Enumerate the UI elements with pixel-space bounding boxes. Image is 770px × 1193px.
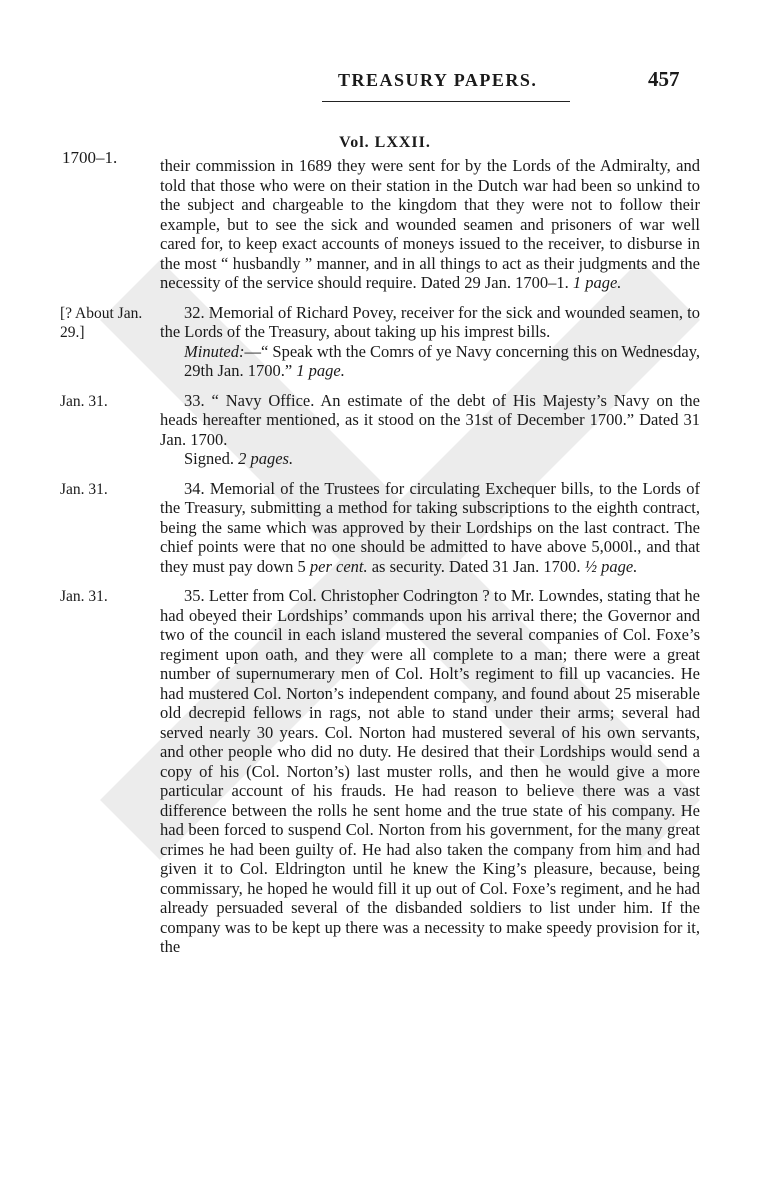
entry-34 [60, 479, 710, 577]
header-rule [322, 101, 570, 102]
minuted-text: —“ Speak wth the Comrs of ye Navy concerning this on Wednesday, 29th Jan. 1700.” [184, 341, 701, 380]
entry-text: their commission in 1689 they were sent for by the Lords of the Admiralty, and told that those who were on their station in the Dutch war had been so unkind to the subject and chargeable to the kingdom that they were not to follow their example, but to see the sick and wounded seamen and prisoners of war well cared for, to keep exact accounts of moneys issued to the receiver, to disburse in the most “ husbandly ” manner, and in all things to act as their judgments and the necessity of the service should require. Dated 29 Jan. 1700–1. [160, 156, 700, 292]
entry-pages: 1 page. [572, 273, 622, 292]
entry-35 [60, 586, 710, 957]
volume-heading: Vol. LXXII. [339, 134, 431, 151]
entry-text: 33. “ Navy Office. An estimate of the debt of His Majesty’s Navy on the heads hereafter mentioned, as it stood on the 31st of December 1700.” Dated 31 Jan. 1700. [160, 390, 700, 449]
entry-date [60, 156, 160, 293]
entry-date: Jan. 31. [60, 588, 108, 605]
running-title: TREASURY PAPERS. [338, 70, 538, 90]
entry-body [160, 479, 700, 577]
entry-body [160, 391, 700, 469]
entry-text: 35. Letter from Col. Christopher Codrington ? to Mr. Lowndes, stating that he had obeyed their Lordships’ commands upon his arrival there; the Governor and two of the council in each island mustered the several companies of Col. Foxe’s regiment upon oath, and they were all complete to a man; there were a great number of supernumerary men of Col. Holt’s regiment to fill up vacancies. He had mustered Col. Norton’s independent company, and found about 25 miserable old decrepid fellows in rags, not able to stand under their arms; several had served nearly 30 years. Col. Norton had mustered several of his own servants, and other people who did no duty. He desired that their Lordships would send a copy of his (Col. Norton’s) last muster rolls, and then he would give a more particular account of his frauds. He had reason to believe there was a vast difference between the rolls he sent home and the true state of his company. He had been forced to suspend Col. Norton from his government, for the many great crimes he had been guilty of. He had also taken the company from him and had given it to Col. Eldrington until he knew the King’s pleasure, because, being commissary, he hoped he would fill it up out of Col. Foxe’s regiment, and he had already persuaded several of the disbanded soldiers to list under him. If the company was to be kept up there was a necessity to make speedy provision for it, the [160, 586, 700, 956]
document-body [60, 156, 710, 967]
signed-label: Signed. [184, 449, 234, 468]
entry-date: [? About Jan. 29.] [60, 304, 143, 341]
entry-pages: 1 page. [296, 361, 345, 380]
entry-text-after: as security. Dated 31 Jan. 1700. [371, 556, 581, 576]
minuted-label: Minuted: [184, 341, 245, 361]
entry-text: 32. Memorial of Richard Povey, receiver for the sick and wounded seamen, to the Lords of the Treasury, about taking up his imprest bills. [160, 302, 700, 341]
entry-pages: 2 pages. [238, 449, 294, 468]
entry-body [160, 156, 700, 293]
page-header [0, 67, 770, 100]
entry-33 [60, 391, 710, 469]
year-margin: 1700–1. [62, 148, 118, 167]
entry-body [160, 303, 700, 381]
entry-date: Jan. 31. [60, 392, 108, 410]
entry-continuation [60, 156, 710, 293]
page-number: 457 [648, 67, 680, 91]
entry-32 [60, 303, 710, 381]
entry-text: 34. Memorial of the Trustees for circulating Exchequer bills, to the Lords of the Treasury, submitting a method for taking subscriptions to the eighth contract, being the same which was approved by their Lordships on the last contract. The chief points were that no one should be admitted to have above 5,000l., and that they must pay down 5 [160, 478, 700, 576]
entry-pages: ½ page. [584, 556, 638, 576]
entry-body [160, 586, 700, 957]
per-cent: per cent. [309, 556, 368, 576]
entry-date: Jan. 31. [60, 480, 108, 498]
